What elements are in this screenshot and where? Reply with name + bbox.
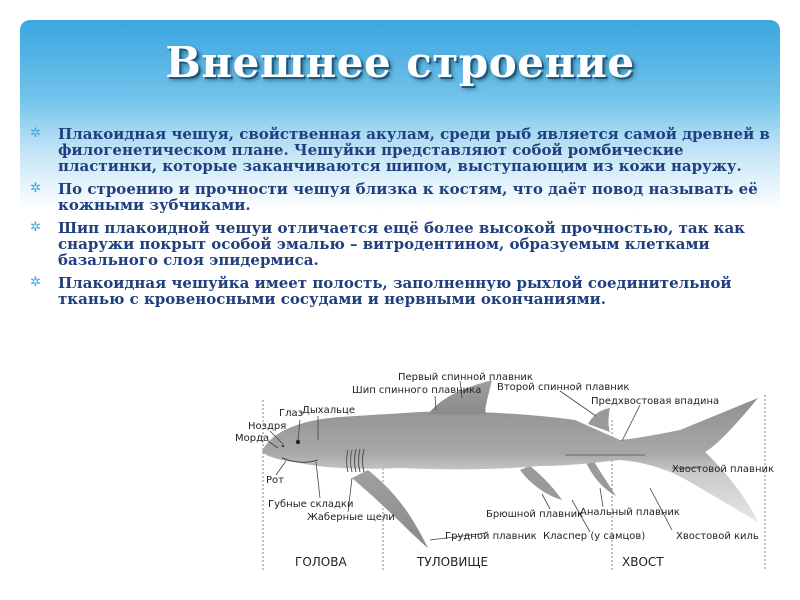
slide-title: Внешнее строение [165, 38, 635, 87]
bullet-text: По строению и прочности чешуя близка к костям, что даёт повод называть её кожными зубчиками. [58, 180, 758, 214]
label-gill-slits: Жаберные щели [307, 512, 395, 523]
eye-icon [296, 440, 300, 444]
label-first-dorsal-fin: Первый спинной плавник [398, 372, 533, 383]
pectoral-fin-shape [352, 470, 428, 548]
label-snout: Морда [235, 433, 270, 444]
bullet-star-icon: ✲ [30, 126, 41, 141]
label-clasper: Класпер (у самцов) [543, 531, 646, 542]
label-lip-folds: Губные складки [268, 499, 354, 510]
label-mouth: Рот [266, 475, 284, 486]
label-second-dorsal-fin: Второй спинной плавник [497, 382, 630, 393]
label-pectoral-fin: Грудной плавник [445, 531, 537, 542]
section-trunk-label: ТУЛОВИЩЕ [417, 555, 489, 569]
label-spiracle: Дыхальце [302, 405, 355, 416]
bullet-text: Плакоидная чешуйка имеет полость, заполненную рыхлой соединительной тканью с кровеносными сосудами и нервными окончаниями. [58, 274, 732, 308]
label-precaudal-pit: Предхвостовая впадина [591, 396, 720, 407]
bullet-text: Шип плакоидной чешуи отличается ещё более высокой прочностью, так как снаружи покрыт особой эмалью – витродентином, образуемым клетками базального слоя эпидермиса. [58, 219, 746, 269]
label-nostril: Ноздря [248, 421, 287, 432]
bullet-star-icon: ✲ [30, 220, 41, 235]
label-anal-fin: Анальный плавник [580, 507, 680, 518]
bullet-star-icon: ✲ [30, 181, 41, 196]
section-head-label: ГОЛОВА [295, 555, 347, 569]
label-caudal-fin: Хвостовой плавник [672, 464, 775, 475]
label-caudal-keel: Хвостовой киль [676, 531, 759, 542]
pelvic-fin-shape [520, 466, 562, 500]
bullet-star-icon: ✲ [30, 275, 41, 290]
nostril-icon [282, 445, 285, 448]
label-dorsal-spine: Шип спинного плавника [352, 385, 482, 396]
label-eye: Глаз [279, 408, 303, 419]
section-tail-label: ХВОСТ [622, 555, 664, 569]
bullet-text: Плакоидная чешуя, свойственная акулам, среди рыб является самой древней в филогенетическом плане. Чешуйки представляют собой ромбические пластинки, которые заканчиваются шипом, выступающим из кожи наружу. [58, 125, 770, 175]
label-pelvic-fin: Брюшной плавник [486, 509, 584, 520]
